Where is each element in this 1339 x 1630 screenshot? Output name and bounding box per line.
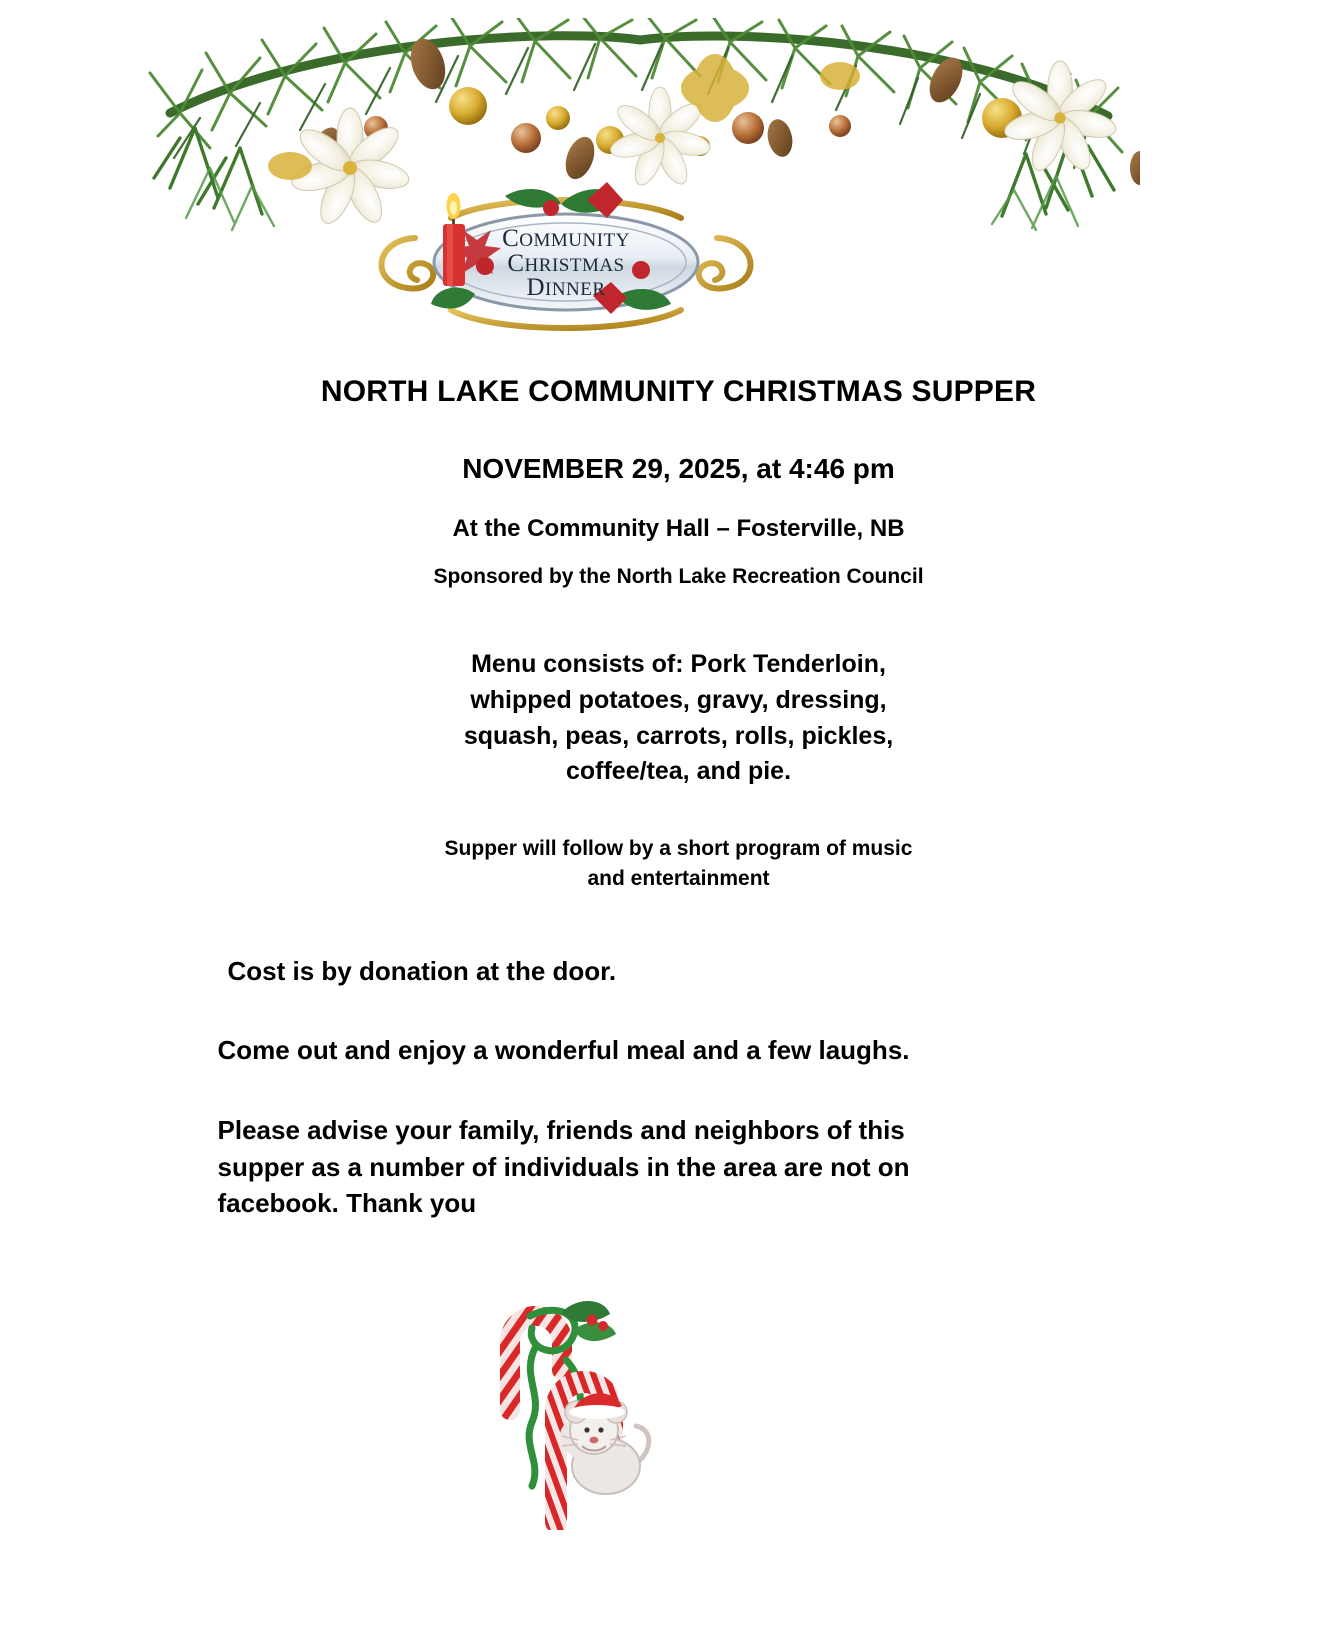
- community-christmas-dinner-logo: [355, 178, 775, 343]
- invitation-line: Come out and enjoy a wonderful meal and a few laughs.: [217, 1034, 910, 1065]
- menu-line: Menu consists of: Pork Tenderloin,: [471, 650, 886, 678]
- cost-line: Cost is by donation at the door.: [227, 955, 617, 986]
- menu-block: [0, 647, 1339, 790]
- menu-line: coffee/tea, and pie.: [565, 757, 792, 786]
- page-title: NORTH LAKE COMMUNITY CHRISTMAS SUPPER: [320, 375, 1037, 408]
- candy-cane-mouse-decoration: [470, 1290, 690, 1530]
- program-line: and entertainment: [587, 866, 770, 890]
- logo-line-2: CHRISTMAS: [507, 250, 625, 277]
- advise-block: [218, 1112, 1168, 1223]
- menu-line: squash, peas, carrots, rolls, pickles,: [463, 721, 894, 750]
- event-date-line: NOVEMBER 29, 2025, at 4:46 pm: [462, 453, 895, 484]
- event-sponsor-line: Sponsored by the North Lake Recreation Council: [433, 565, 924, 588]
- event-location-line: At the Community Hall – Fosterville, NB: [452, 515, 905, 542]
- advise-line: supper as a number of individuals in the area are not on: [217, 1151, 910, 1182]
- advise-line: Please advise your family, friends and neighbors of this: [217, 1114, 905, 1145]
- logo-line-1: COMMUNITY: [502, 225, 630, 252]
- poster-text-block: [0, 375, 1339, 1222]
- program-line: Supper will follow by a short program of music: [444, 837, 913, 860]
- closing-block: [170, 956, 1170, 1223]
- program-block: [0, 834, 1339, 894]
- advise-line: facebook. Thank you: [217, 1188, 477, 1219]
- menu-line: whipped potatoes, gravy, dressing,: [470, 685, 887, 714]
- logo-line-3: DINNER: [526, 274, 606, 301]
